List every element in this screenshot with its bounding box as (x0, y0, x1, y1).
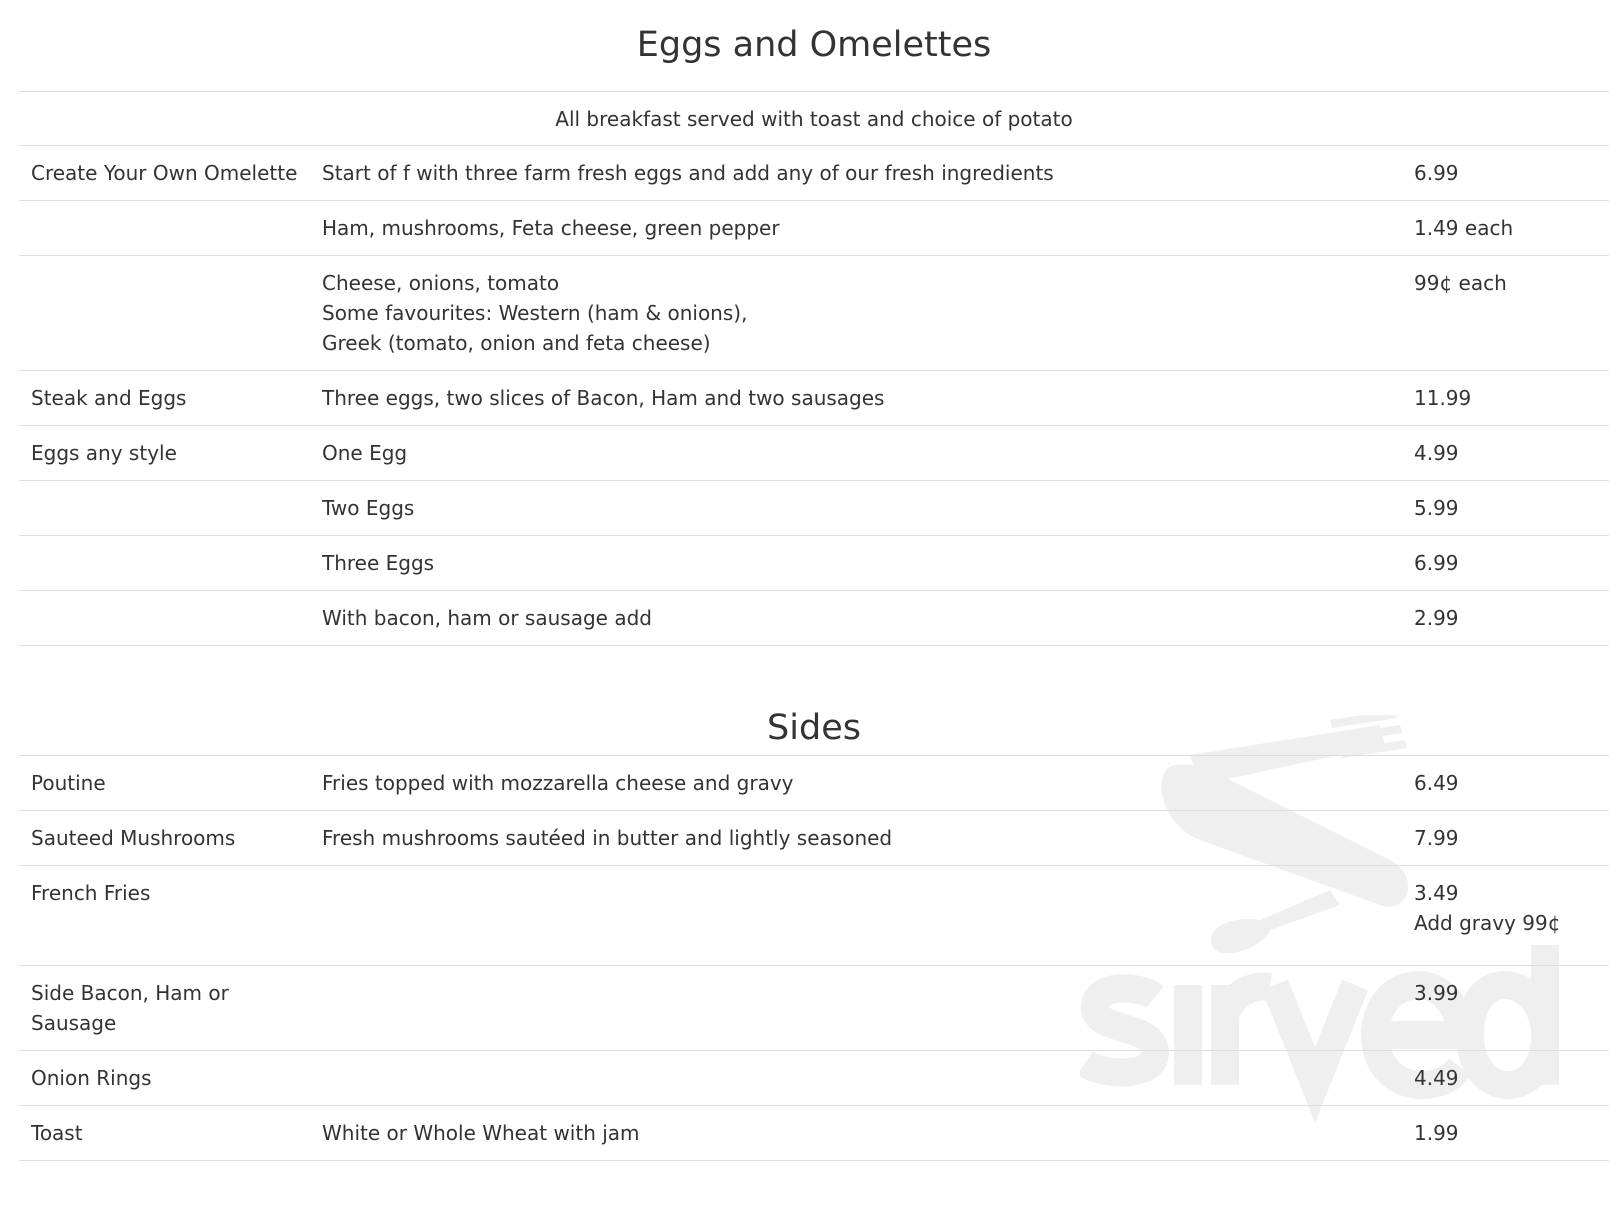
menu-item-row (19, 811, 1609, 866)
menu-item-row (19, 966, 1609, 1051)
item-description (310, 1106, 1402, 1161)
menu-item-row (19, 256, 1609, 371)
section-title-sides: Sides (767, 708, 861, 748)
item-name (19, 256, 310, 371)
item-description (310, 536, 1402, 591)
item-price (1402, 426, 1609, 481)
item-price (1402, 146, 1609, 201)
menu-item-row (19, 201, 1609, 256)
item-price-line: 11.99 (1414, 386, 1472, 410)
item-price-line: 4.99 (1414, 441, 1459, 465)
menu-item-row (19, 146, 1609, 201)
item-price (1402, 1106, 1609, 1161)
item-description-line: Two Eggs (322, 496, 415, 520)
item-name: Steak and Eggs (19, 371, 310, 426)
menu-table-eggs (19, 91, 1609, 646)
item-price-line: 99¢ each (1414, 271, 1507, 295)
menu-item-row (19, 756, 1609, 811)
item-description (310, 256, 1402, 371)
item-description-line: Three eggs, two slices of Bacon, Ham and two sausages (322, 386, 885, 410)
item-description (310, 966, 1402, 1051)
section-note: All breakfast served with toast and choice of potato (19, 92, 1609, 146)
item-description-line: Start of f with three farm fresh eggs and add any of our fresh ingredients (322, 161, 1054, 185)
menu-item-row (19, 1106, 1609, 1161)
menu-item-row (19, 536, 1609, 591)
item-description (310, 811, 1402, 866)
item-description-line: Three Eggs (322, 551, 435, 575)
item-price-line: 3.49 (1414, 881, 1459, 905)
item-price-line: 7.99 (1414, 826, 1459, 850)
item-price (1402, 481, 1609, 536)
item-price-line: 1.49 each (1414, 216, 1514, 240)
item-description-line: Cheese, onions, tomato (322, 271, 560, 295)
item-name: Eggs any style (19, 426, 310, 481)
section-spacer (19, 646, 1609, 708)
item-description (310, 146, 1402, 201)
item-name (19, 201, 310, 256)
menu-item-row (19, 1051, 1609, 1106)
item-price (1402, 371, 1609, 426)
item-description (310, 756, 1402, 811)
menu-item-row (19, 426, 1609, 481)
item-name: Poutine (19, 756, 310, 811)
item-price-line: 6.99 (1414, 161, 1459, 185)
item-price-line: 6.99 (1414, 551, 1459, 575)
item-price (1402, 536, 1609, 591)
item-name: Side Bacon, Ham or Sausage (19, 966, 310, 1051)
item-price-line: 5.99 (1414, 496, 1459, 520)
item-description (310, 371, 1402, 426)
menu-item-row (19, 481, 1609, 536)
item-description (310, 591, 1402, 646)
menu-table-sides (19, 755, 1609, 1161)
item-name: Onion Rings (19, 1051, 310, 1106)
menu-item-row (19, 371, 1609, 426)
item-price-line: 3.99 (1414, 981, 1459, 1005)
item-name (19, 481, 310, 536)
item-description (310, 426, 1402, 481)
item-price-line: 6.49 (1414, 771, 1459, 795)
item-price-line: Add gravy 99¢ (1414, 911, 1561, 935)
item-name: Create Your Own Omelette (19, 146, 310, 201)
item-description-line: One Egg (322, 441, 408, 465)
section-title-eggs: Eggs and Omelettes (636, 25, 992, 65)
item-price (1402, 811, 1609, 866)
item-description-line: Some favourites: Western (ham & onions), (322, 301, 748, 325)
item-price-line: 1.99 (1414, 1121, 1459, 1145)
item-price (1402, 591, 1609, 646)
item-price (1402, 866, 1609, 966)
item-description (310, 481, 1402, 536)
menu-item-row (19, 591, 1609, 646)
item-description (310, 201, 1402, 256)
item-description-line: Fries topped with mozzarella cheese and gravy (322, 771, 794, 795)
item-description (310, 1051, 1402, 1106)
item-description-line: White or Whole Wheat with jam (322, 1121, 640, 1145)
item-description-line: With bacon, ham or sausage add (322, 606, 652, 630)
item-name (19, 536, 310, 591)
menu-item-row (19, 866, 1609, 966)
item-name: French Fries (19, 866, 310, 966)
item-description-line: Ham, mushrooms, Feta cheese, green pepper (322, 216, 780, 240)
section-note-row (19, 92, 1609, 146)
item-price (1402, 756, 1609, 811)
item-price-line: 2.99 (1414, 606, 1459, 630)
item-description-line: Fresh mushrooms sautéed in butter and lightly seasoned (322, 826, 893, 850)
item-description-line: Greek (tomato, onion and feta cheese) (322, 331, 711, 355)
item-price (1402, 966, 1609, 1051)
item-price-line: 4.49 (1414, 1066, 1459, 1090)
item-price (1402, 1051, 1609, 1106)
item-name: Sauteed Mushrooms (19, 811, 310, 866)
item-description (310, 866, 1402, 966)
item-price (1402, 256, 1609, 371)
item-price (1402, 201, 1609, 256)
item-name: Toast (19, 1106, 310, 1161)
item-name (19, 591, 310, 646)
